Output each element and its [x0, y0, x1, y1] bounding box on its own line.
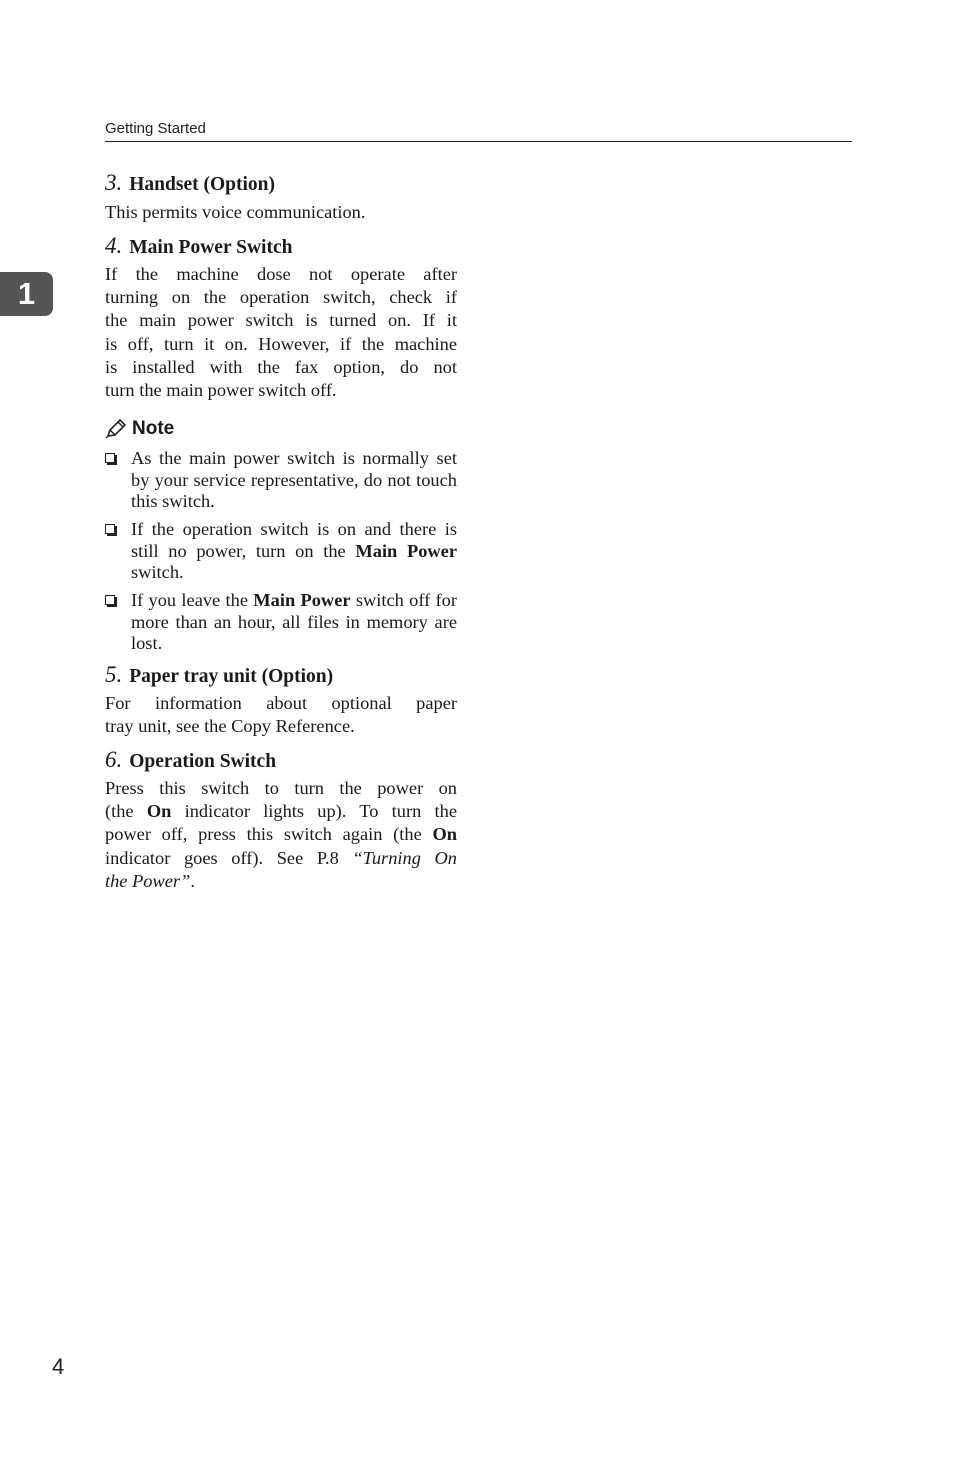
section-5-body	[105, 692, 457, 738]
note-bold-term: Main Power	[355, 540, 457, 561]
body-line: For information about optional paper	[105, 693, 457, 713]
note-item	[105, 519, 457, 584]
running-header: Getting Started	[105, 120, 206, 137]
section-4-body	[105, 263, 457, 402]
section-6-heading	[105, 747, 276, 773]
section-6-body	[105, 777, 457, 893]
note-heading	[105, 418, 174, 440]
text-part: power off, press this switch again (the	[105, 824, 433, 845]
chapter-tab	[0, 272, 53, 316]
body-line: If the machine dose not operate after	[105, 264, 457, 284]
pencil-icon	[105, 419, 127, 439]
section-title: Operation Switch	[129, 751, 277, 772]
body-line	[105, 870, 457, 893]
note-bold-term: Main Power	[253, 590, 351, 610]
chapter-number: 1	[17, 276, 36, 311]
text-part: (the	[105, 801, 147, 822]
section-5-heading	[105, 662, 333, 688]
section-3-body	[105, 201, 457, 224]
note-text-part: switch.	[131, 562, 184, 582]
note-text-part: switch off for more than an hour, all files in memory are lost.	[131, 590, 457, 653]
section-title: Handset (Option)	[129, 174, 275, 195]
note-text-part: If the operation switch is on and there is still no power, turn on the	[131, 519, 457, 561]
body-line: the main power switch is turned on. If it	[105, 310, 457, 331]
checkbox-bullet-icon	[105, 453, 115, 463]
section-title: Paper tray unit (Option)	[129, 666, 334, 687]
section-number: 3.	[105, 170, 123, 195]
note-label: Note	[132, 418, 175, 439]
bold-term: On	[146, 801, 172, 822]
note-text: As the main power switch is normally set by your service representative, do not touch this switch.	[131, 448, 457, 511]
body-line: turning on the operation switch, check if	[105, 287, 457, 308]
body-line: Press this switch to turn the power on	[105, 778, 457, 798]
section-3-heading	[105, 170, 275, 196]
body-line: This permits voice communication.	[105, 202, 366, 222]
section-number: 6.	[105, 747, 123, 772]
section-number: 4.	[105, 233, 123, 258]
note-text	[131, 519, 457, 584]
section-number: 5.	[105, 662, 123, 687]
page-number: 4	[52, 1354, 65, 1379]
section-4-heading	[105, 233, 292, 259]
checkbox-bullet-icon	[105, 595, 115, 605]
body-line	[105, 847, 457, 870]
body-line	[105, 823, 457, 846]
note-text	[131, 590, 457, 655]
text-part: indicator goes off). See P.8	[105, 847, 353, 868]
text-part: .	[190, 870, 195, 891]
section-title: Main Power Switch	[129, 237, 293, 258]
checkbox-bullet-icon	[105, 524, 115, 534]
cross-reference-link[interactable]: “Turning On	[352, 847, 457, 868]
note-text-part: If you leave the	[131, 590, 254, 610]
note-item	[105, 590, 457, 655]
body-line: tray unit, see the Copy Reference.	[105, 716, 355, 737]
note-item	[105, 448, 457, 513]
header-rule	[105, 141, 852, 142]
body-line	[105, 800, 457, 823]
body-line: is installed with the fax option, do not	[105, 356, 457, 377]
bold-term: On	[432, 824, 457, 845]
cross-reference-link[interactable]: the Power”	[105, 870, 191, 891]
text-part: indicator lights up). To turn the	[171, 801, 457, 822]
body-line: turn the main power switch off.	[105, 380, 337, 401]
body-line: is off, turn it on. However, if the machine	[105, 333, 457, 354]
